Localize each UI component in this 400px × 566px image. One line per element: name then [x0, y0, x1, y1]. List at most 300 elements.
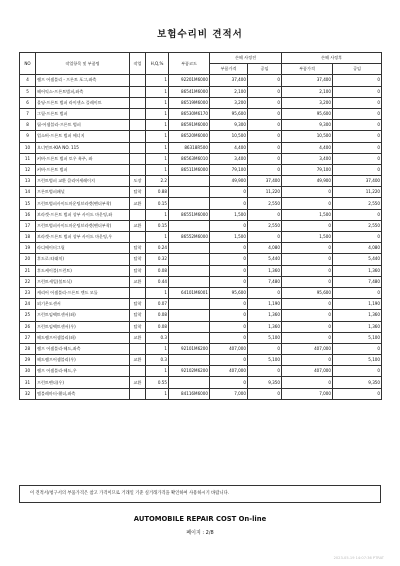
cell-qty: 0.3	[146, 355, 169, 366]
cell-before-labor: 1,360	[248, 321, 282, 332]
header-no: NO	[20, 53, 36, 75]
cell-work	[130, 388, 146, 399]
cell-work: 도장	[130, 176, 146, 187]
cell-before-labor: 1,360	[248, 310, 282, 321]
cell-item: 브라켓-프론트 범퍼 상부 사이드 마운팅,우	[36, 232, 130, 243]
cell-no: 18	[20, 232, 36, 243]
cell-after-part-price: 1,500	[282, 209, 333, 220]
cell-before-labor: 0	[248, 131, 282, 142]
cell-before-labor: 0	[248, 287, 282, 298]
cell-item: 그릴-프론트 범퍼	[36, 108, 130, 119]
cell-before-part-price: 0	[210, 254, 248, 265]
cell-item: 프런트임팩트센서(좌)	[36, 310, 130, 321]
cell-before-labor: 0	[248, 366, 282, 377]
cell-part-code	[169, 276, 210, 287]
cell-after-labor: 0	[333, 97, 382, 108]
table-row	[20, 97, 382, 108]
cell-part-code: 86519M6000	[169, 97, 210, 108]
cell-item: 후드케이블(프런트)	[36, 265, 130, 276]
cell-before-part-price: 0	[210, 243, 248, 254]
table-row	[20, 355, 382, 366]
cell-work	[130, 164, 146, 175]
cell-item: 헤드램프어셈블리(좌)	[36, 332, 130, 343]
table-row	[20, 377, 382, 388]
cell-before-labor: 0	[248, 97, 282, 108]
cell-after-labor: 37,400	[333, 176, 382, 187]
cell-after-labor: 2,550	[333, 198, 382, 209]
cell-part-code: 92201M6000	[169, 75, 210, 86]
cell-after-part-price: 95,600	[282, 108, 333, 119]
table-row	[20, 254, 382, 265]
cell-qty: 0.15	[146, 220, 169, 231]
table-row	[20, 164, 382, 175]
table-row	[20, 388, 382, 399]
cell-after-part-price: 9,300	[282, 120, 333, 131]
cell-work	[130, 108, 146, 119]
cell-part-code	[169, 377, 210, 388]
cell-part-code	[169, 243, 210, 254]
cell-part-code	[169, 254, 210, 265]
cell-work: 탈착	[130, 321, 146, 332]
cell-no: 28	[20, 343, 36, 354]
cell-no: 8	[20, 120, 36, 131]
cell-no: 16	[20, 209, 36, 220]
cell-before-labor: 9,350	[248, 377, 282, 388]
cell-no: 4	[20, 75, 36, 86]
table-row	[20, 243, 382, 254]
cell-before-labor: 7,480	[248, 276, 282, 287]
cell-qty: 1	[146, 75, 169, 86]
table-row	[20, 287, 382, 298]
cell-before-labor: 2,550	[248, 198, 282, 209]
cell-work: 교환	[130, 276, 146, 287]
cell-no: 24	[20, 299, 36, 310]
footer-title: AUTOMOBILE REPAIR COST On-line	[133, 515, 267, 523]
cell-after-part-price: 0	[282, 377, 333, 388]
cell-after-labor: 7,480	[333, 276, 382, 287]
cell-before-part-price: 7,000	[210, 388, 248, 399]
cell-after-labor: 0	[333, 287, 382, 298]
cell-after-labor: 0	[333, 75, 382, 86]
cell-work: 탈착	[130, 243, 146, 254]
print-timestamp: 2023-05-19 14:07:36 PTRAT	[333, 556, 384, 560]
cell-work: 교환	[130, 220, 146, 231]
table-row	[20, 220, 382, 231]
cell-no: 6	[20, 97, 36, 108]
cell-before-part-price: 3,400	[210, 153, 248, 164]
cell-no: 27	[20, 332, 36, 343]
cell-item: 후드로크(래치)	[36, 254, 130, 265]
cell-item: 커버-프론트 범퍼 토우 훅주, 좌	[36, 153, 130, 164]
estimate-rows	[20, 75, 382, 399]
cell-part-code: 86520M6000	[169, 131, 210, 142]
cell-no: 13	[20, 176, 36, 187]
document-title: 보험수리비 견적서	[157, 29, 243, 40]
cell-before-labor: 0	[248, 209, 282, 220]
cell-part-code	[169, 310, 210, 321]
cell-qty: 0.15	[146, 198, 169, 209]
cell-before-labor: 0	[248, 164, 282, 175]
cell-after-labor: 1,190	[333, 299, 382, 310]
cell-no: 14	[20, 187, 36, 198]
cell-after-labor: 2,550	[333, 220, 382, 231]
cell-after-part-price: 49,900	[282, 176, 333, 187]
cell-after-labor: 0	[333, 388, 382, 399]
cell-work: 교환	[130, 377, 146, 388]
cell-before-part-price: 407,000	[210, 366, 248, 377]
cell-work	[130, 287, 146, 298]
cell-before-part-price: 95,600	[210, 287, 248, 298]
cell-work	[130, 86, 146, 97]
cell-no: 5	[20, 86, 36, 97]
cell-item: 프런트범퍼사이드마운팅브라켓(펜더부착)	[36, 220, 130, 231]
cell-after-labor: 5,100	[333, 355, 382, 366]
cell-no: 25	[20, 310, 36, 321]
header-before: 손해 사정전	[210, 53, 282, 64]
cell-item: 프런트펜더(우)	[36, 377, 130, 388]
cell-qty: 1	[146, 153, 169, 164]
cell-before-labor: 5,100	[248, 332, 282, 343]
header-code: 부품코드	[169, 53, 210, 75]
cell-no: 11	[20, 153, 36, 164]
cell-item: 프런트임팩트센서(우)	[36, 321, 130, 332]
cell-part-code: 86541M6000	[169, 86, 210, 97]
cell-after-labor: 0	[333, 366, 382, 377]
cell-after-part-price: 79,100	[282, 164, 333, 175]
cell-no: 20	[20, 254, 36, 265]
cell-before-part-price: 37,400	[210, 75, 248, 86]
cell-qty: 0.88	[146, 187, 169, 198]
cell-after-part-price: 0	[282, 321, 333, 332]
cell-item: 오너먼트-KIA NO. 115	[36, 142, 130, 153]
cell-after-part-price: 2,100	[282, 86, 333, 97]
cell-work	[130, 153, 146, 164]
cell-work: 탈착	[130, 187, 146, 198]
cell-after-part-price: 4,400	[282, 142, 333, 153]
cell-qty: 1	[146, 287, 169, 298]
cell-before-part-price: 0	[210, 310, 248, 321]
cell-after-labor: 9,350	[333, 377, 382, 388]
header-before-labor: 공임	[248, 64, 282, 75]
cell-before-part-price: 4,400	[210, 142, 248, 153]
cell-qty: 0.08	[146, 265, 169, 276]
cell-after-labor: 1,360	[333, 310, 382, 321]
cell-qty: 0.3	[146, 332, 169, 343]
cell-after-part-price: 3,200	[282, 97, 333, 108]
header-before-part-price: 부품가격	[210, 64, 248, 75]
table-row	[20, 131, 382, 142]
cell-after-labor: 0	[333, 232, 382, 243]
cell-after-part-price: 0	[282, 198, 333, 209]
cell-after-part-price: 0	[282, 299, 333, 310]
cell-after-labor: 0	[333, 86, 382, 97]
cell-after-labor: 0	[333, 142, 382, 153]
cell-work	[130, 131, 146, 142]
price-notice: 이 견적서/청구서의 부품가격은 참고 가격이므로 거래일 기준 실거래가격을 확인하여 사용하시기 바랍니다.	[19, 485, 381, 503]
cell-item: 램프 어셈블리-헤드,좌측	[36, 343, 130, 354]
cell-item: 커버-프론트 범퍼	[36, 164, 130, 175]
cell-after-part-price: 7,000	[282, 388, 333, 399]
cell-after-part-price: 0	[282, 220, 333, 231]
cell-after-labor: 0	[333, 343, 382, 354]
cell-part-code: 86591M6000	[169, 120, 210, 131]
cell-work	[130, 97, 146, 108]
cell-qty: 1	[146, 366, 169, 377]
cell-qty: 0.24	[146, 243, 169, 254]
cell-item: 프런트범퍼사이드마운팅브라켓(펜더부착)	[36, 198, 130, 209]
table-row	[20, 86, 382, 97]
estimate-table	[19, 52, 382, 400]
cell-item: 프런트범퍼 교환 클리어세레이지	[36, 176, 130, 187]
cell-after-labor: 0	[333, 120, 382, 131]
cell-qty: 1	[146, 97, 169, 108]
cell-work: 교환	[130, 355, 146, 366]
cell-before-part-price: 2,100	[210, 86, 248, 97]
cell-no: 23	[20, 287, 36, 298]
cell-before-part-price: 407,000	[210, 343, 248, 354]
cell-after-part-price: 1,500	[282, 232, 333, 243]
header-work: 작업	[130, 53, 146, 75]
cell-part-code	[169, 321, 210, 332]
cell-before-part-price: 0	[210, 332, 248, 343]
cell-after-part-price: 0	[282, 355, 333, 366]
cell-before-part-price: 0	[210, 220, 248, 231]
cell-before-labor: 1,190	[248, 299, 282, 310]
table-row	[20, 321, 382, 332]
cell-qty: 1	[146, 232, 169, 243]
cell-part-code: 86552M6000	[169, 232, 210, 243]
cell-part-code: 84116M6000	[169, 388, 210, 399]
cell-before-part-price: 0	[210, 276, 248, 287]
cell-item: 헤드램프어셈블리(우)	[36, 355, 130, 366]
table-row	[20, 142, 382, 153]
cell-work: 탈착	[130, 265, 146, 276]
cell-work	[130, 343, 146, 354]
table-row	[20, 299, 382, 310]
cell-before-labor: 5,440	[248, 254, 282, 265]
cell-no: 29	[20, 355, 36, 366]
table-row	[20, 187, 382, 198]
cell-item: 램프 어셈블리-헤드,우	[36, 366, 130, 377]
cell-item: 엠블레마터-휀더,좌측	[36, 388, 130, 399]
header-qty: H,Q,%	[146, 53, 169, 75]
cell-before-part-price: 0	[210, 265, 248, 276]
cell-qty: 1	[146, 131, 169, 142]
cell-before-part-price: 0	[210, 299, 248, 310]
cell-before-labor: 0	[248, 108, 282, 119]
cell-part-code: 86551M6000	[169, 209, 210, 220]
cell-no: 31	[20, 377, 36, 388]
cell-qty: 0.32	[146, 254, 169, 265]
cell-qty: 2.2	[146, 176, 169, 187]
cell-no: 22	[20, 276, 36, 287]
cell-after-part-price: 407,000	[282, 366, 333, 377]
cell-part-code: 86563M6010	[169, 153, 210, 164]
cell-after-part-price: 0	[282, 332, 333, 343]
cell-qty: 0.08	[146, 310, 169, 321]
cell-part-code: 92101M6200	[169, 343, 210, 354]
cell-before-labor: 5,100	[248, 355, 282, 366]
cell-no: 26	[20, 321, 36, 332]
cell-before-part-price: 1,500	[210, 232, 248, 243]
cell-item: 프런트세일(볼트식)	[36, 276, 130, 287]
cell-part-code: 92102M6200	[169, 366, 210, 377]
cell-no: 15	[20, 198, 36, 209]
cell-before-part-price: 95,600	[210, 108, 248, 119]
cell-part-code: 86530M6170	[169, 108, 210, 119]
cell-part-code: 86511M6000	[169, 164, 210, 175]
cell-qty: 0.07	[146, 299, 169, 310]
cell-before-labor: 4,080	[248, 243, 282, 254]
cell-no: 30	[20, 366, 36, 377]
cell-before-part-price: 9,300	[210, 120, 248, 131]
cell-after-part-price: 0	[282, 243, 333, 254]
cell-item: 램프 어셈블리 - 프론트 포그,좌측	[36, 75, 130, 86]
cell-item: 프론트범퍼패널	[36, 187, 130, 198]
cell-after-part-price: 0	[282, 254, 333, 265]
cell-qty: 1	[146, 343, 169, 354]
table-row	[20, 176, 382, 187]
cell-part-code: 86318R500	[169, 142, 210, 153]
cell-before-labor: 2,550	[248, 220, 282, 231]
cell-after-labor: 5,440	[333, 254, 382, 265]
cell-item: 캐리어 어셈블리-프론트 엔드 모듈	[36, 287, 130, 298]
cell-before-labor: 0	[248, 232, 282, 243]
cell-after-part-price: 10,500	[282, 131, 333, 142]
cell-before-part-price: 79,100	[210, 164, 248, 175]
cell-no: 9	[20, 131, 36, 142]
cell-qty: 1	[146, 120, 169, 131]
cell-after-labor: 0	[333, 108, 382, 119]
cell-after-labor: 4,080	[333, 243, 382, 254]
cell-after-part-price: 37,400	[282, 75, 333, 86]
page-number: 페이지 : 2/8	[186, 530, 214, 536]
cell-before-labor: 0	[248, 142, 282, 153]
cell-after-part-price: 95,600	[282, 287, 333, 298]
cell-qty: 1	[146, 388, 169, 399]
cell-item: 헤어익스-프론트범퍼,좌측	[36, 86, 130, 97]
cell-after-labor: 0	[333, 209, 382, 220]
cell-work	[130, 209, 146, 220]
cell-after-labor: 0	[333, 131, 382, 142]
cell-work: 탈착	[130, 299, 146, 310]
header-after-labor: 공임	[333, 64, 382, 75]
cell-no: 19	[20, 243, 36, 254]
table-row	[20, 153, 382, 164]
table-row	[20, 265, 382, 276]
header-row-1	[20, 53, 382, 64]
cell-qty: 0.44	[146, 276, 169, 287]
cell-item: 외기온도센서	[36, 299, 130, 310]
cell-no: 32	[20, 388, 36, 399]
cell-work	[130, 75, 146, 86]
cell-no: 10	[20, 142, 36, 153]
cell-after-labor: 1,360	[333, 321, 382, 332]
cell-work: 탈착	[130, 310, 146, 321]
cell-work	[130, 232, 146, 243]
cell-after-labor: 0	[333, 153, 382, 164]
table-row	[20, 276, 382, 287]
cell-after-labor: 1,360	[333, 265, 382, 276]
header-after: 손해 사정후	[282, 53, 382, 64]
cell-work: 교환	[130, 332, 146, 343]
cell-before-labor: 0	[248, 153, 282, 164]
cell-before-labor: 37,400	[248, 176, 282, 187]
table-row	[20, 75, 382, 86]
cell-part-code: 64101M6001	[169, 287, 210, 298]
cell-after-part-price: 3,400	[282, 153, 333, 164]
cell-before-part-price: 0	[210, 377, 248, 388]
cell-no: 12	[20, 164, 36, 175]
cell-qty: 0.55	[146, 377, 169, 388]
cell-no: 21	[20, 265, 36, 276]
cell-work	[130, 366, 146, 377]
table-row	[20, 120, 382, 131]
cell-after-labor: 5,100	[333, 332, 382, 343]
cell-part-code	[169, 332, 210, 343]
cell-before-part-price: 0	[210, 355, 248, 366]
cell-part-code	[169, 299, 210, 310]
cell-part-code	[169, 176, 210, 187]
cell-work	[130, 120, 146, 131]
cell-before-part-price: 49,900	[210, 176, 248, 187]
cell-qty: 1	[146, 142, 169, 153]
cell-after-labor: 0	[333, 164, 382, 175]
cell-before-labor: 11,220	[248, 187, 282, 198]
cell-item: 몰딩-프론트 범퍼 라이센스 플레이트	[36, 97, 130, 108]
cell-no: 7	[20, 108, 36, 119]
cell-part-code	[169, 265, 210, 276]
cell-before-part-price: 0	[210, 198, 248, 209]
cell-before-part-price: 3,200	[210, 97, 248, 108]
cell-no: 17	[20, 220, 36, 231]
cell-before-labor: 0	[248, 388, 282, 399]
cell-after-labor: 11,220	[333, 187, 382, 198]
header-after-part-price: 부품가격	[282, 64, 333, 75]
cell-part-code	[169, 187, 210, 198]
cell-item: 업소버-프론트 범퍼 에너지	[36, 131, 130, 142]
cell-before-labor: 0	[248, 120, 282, 131]
cell-before-labor: 0	[248, 75, 282, 86]
table-row	[20, 108, 382, 119]
cell-work: 교환	[130, 198, 146, 209]
cell-before-labor: 1,360	[248, 265, 282, 276]
cell-work: 탈착	[130, 254, 146, 265]
cell-after-part-price: 0	[282, 187, 333, 198]
table-row	[20, 232, 382, 243]
cell-part-code	[169, 220, 210, 231]
table-row	[20, 209, 382, 220]
cell-qty: 1	[146, 209, 169, 220]
cell-before-part-price: 10,500	[210, 131, 248, 142]
table-row	[20, 332, 382, 343]
cell-before-part-price: 1,500	[210, 209, 248, 220]
cell-after-part-price: 0	[282, 310, 333, 321]
cell-qty: 1	[146, 108, 169, 119]
cell-part-code	[169, 198, 210, 209]
table-row	[20, 310, 382, 321]
cell-before-labor: 0	[248, 86, 282, 97]
cell-item: 라디에이터그릴	[36, 243, 130, 254]
cell-before-part-price: 0	[210, 321, 248, 332]
table-row	[20, 366, 382, 377]
cell-qty: 1	[146, 164, 169, 175]
table-row	[20, 343, 382, 354]
cell-qty: 0.08	[146, 321, 169, 332]
cell-part-code	[169, 355, 210, 366]
cell-after-part-price: 407,000	[282, 343, 333, 354]
cell-item: 브라켓-프론트 범퍼 상부 사이드 마운팅,좌	[36, 209, 130, 220]
